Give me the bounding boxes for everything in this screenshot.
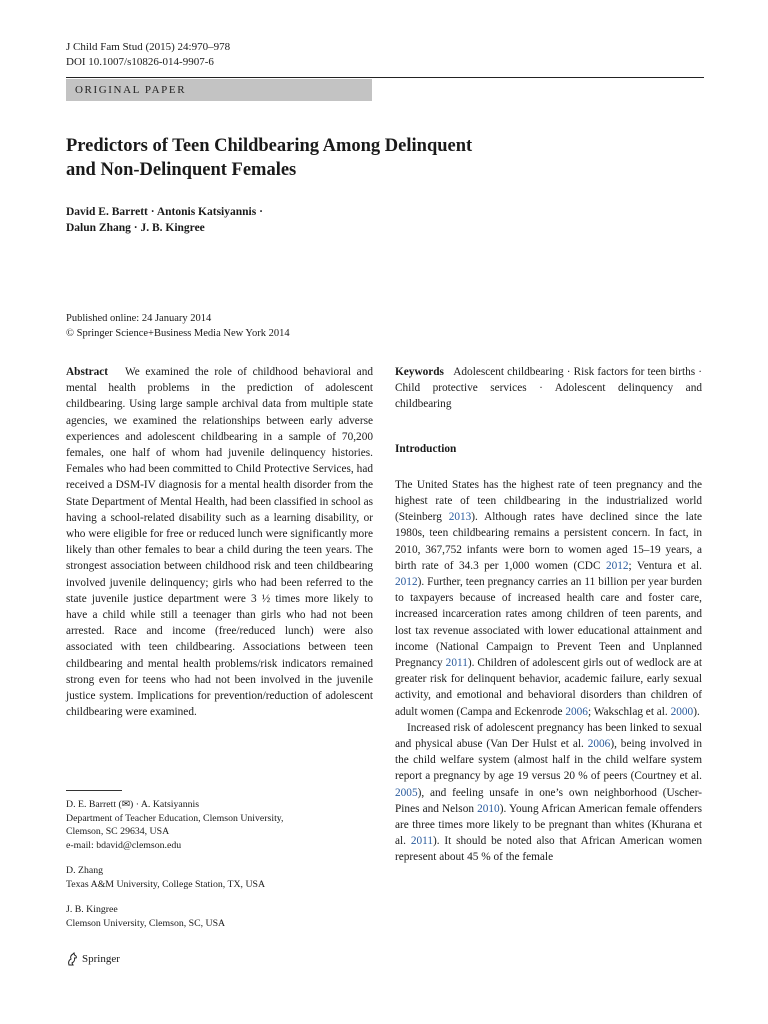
text-span: ), being involved in the child welfare system (almost half in the child welfare system report a pregnancy by age 19 versus 20 % of peers (Courtney et al. <box>395 738 702 783</box>
journal-citation: J Child Fam Stud (2015) 24:970–978 <box>66 41 231 53</box>
citation-link[interactable]: 2012 <box>605 559 629 572</box>
introduction-heading: Introduction <box>395 442 457 455</box>
citation-link[interactable]: 2005 <box>395 786 418 799</box>
affiliation-1 <box>66 798 373 852</box>
copyright-notice: © Springer Science+Business Media New York 2014 <box>66 328 290 339</box>
keywords-heading: Keywords <box>395 366 444 378</box>
keywords-text: Adolescent childbearing · Risk factors for teen births · Child protective services · Adolescent delinquency and childbearing <box>395 366 702 411</box>
affiliation-3 <box>66 903 373 930</box>
text-span: Increased risk of adolescent pregnancy has been linked to sexual and physical abuse (Van Der Hulst et al. <box>395 721 702 751</box>
publisher-name: Springer <box>82 953 120 965</box>
doi[interactable]: DOI 10.1007/s10826-014-9907-6 <box>66 56 214 68</box>
right-column <box>395 364 702 866</box>
affil-3-institution: Clemson University, Clemson, SC, USA <box>66 917 226 929</box>
affiliation-rule <box>66 790 122 791</box>
text-span: ). Children of adolescent girls out of wedlock are at greater risk for delinquent behavior, academic failure, early sexual activity, and emotional and behavioral disorders than children of adult women (Campa and Eckenrode <box>395 657 702 718</box>
left-column <box>66 364 373 720</box>
title-line-1: Predictors of Teen Childbearing Among Delinquent <box>66 136 473 156</box>
title-line-2: and Non-Delinquent Females <box>66 160 297 180</box>
springer-horse-icon <box>66 952 78 966</box>
citation-link[interactable]: 2013 <box>448 511 472 524</box>
keywords <box>395 364 702 413</box>
abstract-text: We examined the role of childhood behavioral and mental health problems in the prediction of adolescent childbearing. Using large sample archival data from multiple state agencies, we examined the relationships between early adverse experiences and adolescent childbearing in a sample of 70,200 females, one half of whom had juvenile delinquency histories. Females who had been committed to Child Protective Services, had received a DSM-IV diagnosis for a mental health disorder from the State Department of Mental Health, had been classified in school as having a school-related disability such as a learning disability, or who were eligible for free or reduced lunch were significantly more likely than other females to bear a child during the teen years. The strongest association between childhood risk and teen childbearing involved juvenile delinquency; girls who had been referred to the state juvenile justice department were 3 ½ times more likely to have a child while still a teenager than girls who had not been arrested. Race and income (free/reduced lunch) were also associated with teen childbearing. Associations between teen childbearing and mental health problems/risk indicators remained strong even for teens who had not been involved in the juvenile justice system. Implications for prevention/reduction of adolescent childbearing were examined. <box>66 366 373 719</box>
affil-2-institution: Texas A&M University, College Station, TX, USA <box>66 878 266 890</box>
text-span: ), and feeling unsafe in one’s own neighborhood (Uscher-Pines and Nelson <box>395 786 702 815</box>
citation-link[interactable]: 2000 <box>670 705 694 718</box>
paper-title <box>66 134 626 182</box>
text-span: ). Young African American female offenders are three times more likely to be pregnant than whites (Khurana et al. <box>395 802 702 848</box>
affil-1-dept: Department of Teacher Education, Clemson University, <box>66 812 284 824</box>
abstract-heading: Abstract <box>66 366 109 378</box>
citation-link[interactable]: 2012 <box>395 576 418 589</box>
text-span: ). Further, teen pregnancy carries an 11 billion per year burden to taxpayers because of increased health care and foster care, increased incarceration rates among children of teen parents, and lost tax revenue associated with lower educational attainment and income (National Campaign to Prevent Teen and Unplanned Pregnancy <box>395 576 702 670</box>
citation-link[interactable]: 2006 <box>565 705 588 718</box>
text-span: ). Although rates have declined since the late 1980s, teen childbearing remains a persistent concern. In fact, in 2010, 367,752 infants were born to women aged 15–19 years, a birth rate of 34.3 per 1,000 women (CDC <box>395 511 702 572</box>
published-date: Published online: 24 January 2014 <box>66 313 212 324</box>
citation-link[interactable]: 2006 <box>587 738 611 751</box>
article-type-label: ORIGINAL PAPER <box>66 79 372 101</box>
affil-1-email[interactable]: e-mail: bdavid@clemson.edu <box>66 839 182 851</box>
header-rule <box>66 77 704 78</box>
affil-1-address: Clemson, SC 29634, USA <box>66 826 170 837</box>
citation-link[interactable]: 2011 <box>445 657 468 670</box>
text-span: ; Ventura et al. <box>628 559 702 572</box>
text-span: ; Wakschlag et al. <box>587 705 671 718</box>
text-span: ). <box>693 705 700 718</box>
affil-3-author: J. B. Kingree <box>66 904 118 915</box>
abstract <box>66 364 373 720</box>
text-span: The United States has the highest rate of teen pregnancy and the highest rate of teen childbearing in the industrialized world (Steinberg <box>395 478 702 524</box>
affil-2-author: D. Zhang <box>66 865 104 876</box>
citation-link[interactable]: 2010 <box>477 802 500 815</box>
text-span: ). It should be noted also that African American women represent about 45 % of the female <box>395 835 702 864</box>
intro-paragraph-2 <box>395 720 702 866</box>
authors-line-2[interactable]: Dalun Zhang · J. B. Kingree <box>66 222 205 234</box>
publication-info <box>66 311 290 341</box>
author-list <box>66 204 263 236</box>
intro-paragraph-1 <box>395 477 702 720</box>
journal-header <box>66 40 230 70</box>
affiliation-2 <box>66 864 373 891</box>
citation-link[interactable]: 2011 <box>410 835 433 848</box>
authors-line-1[interactable]: David E. Barrett · Antonis Katsiyannis · <box>66 206 263 218</box>
page-footer <box>66 952 120 966</box>
affil-1-authors: D. E. Barrett (✉) · A. Katsiyannis <box>66 799 200 810</box>
